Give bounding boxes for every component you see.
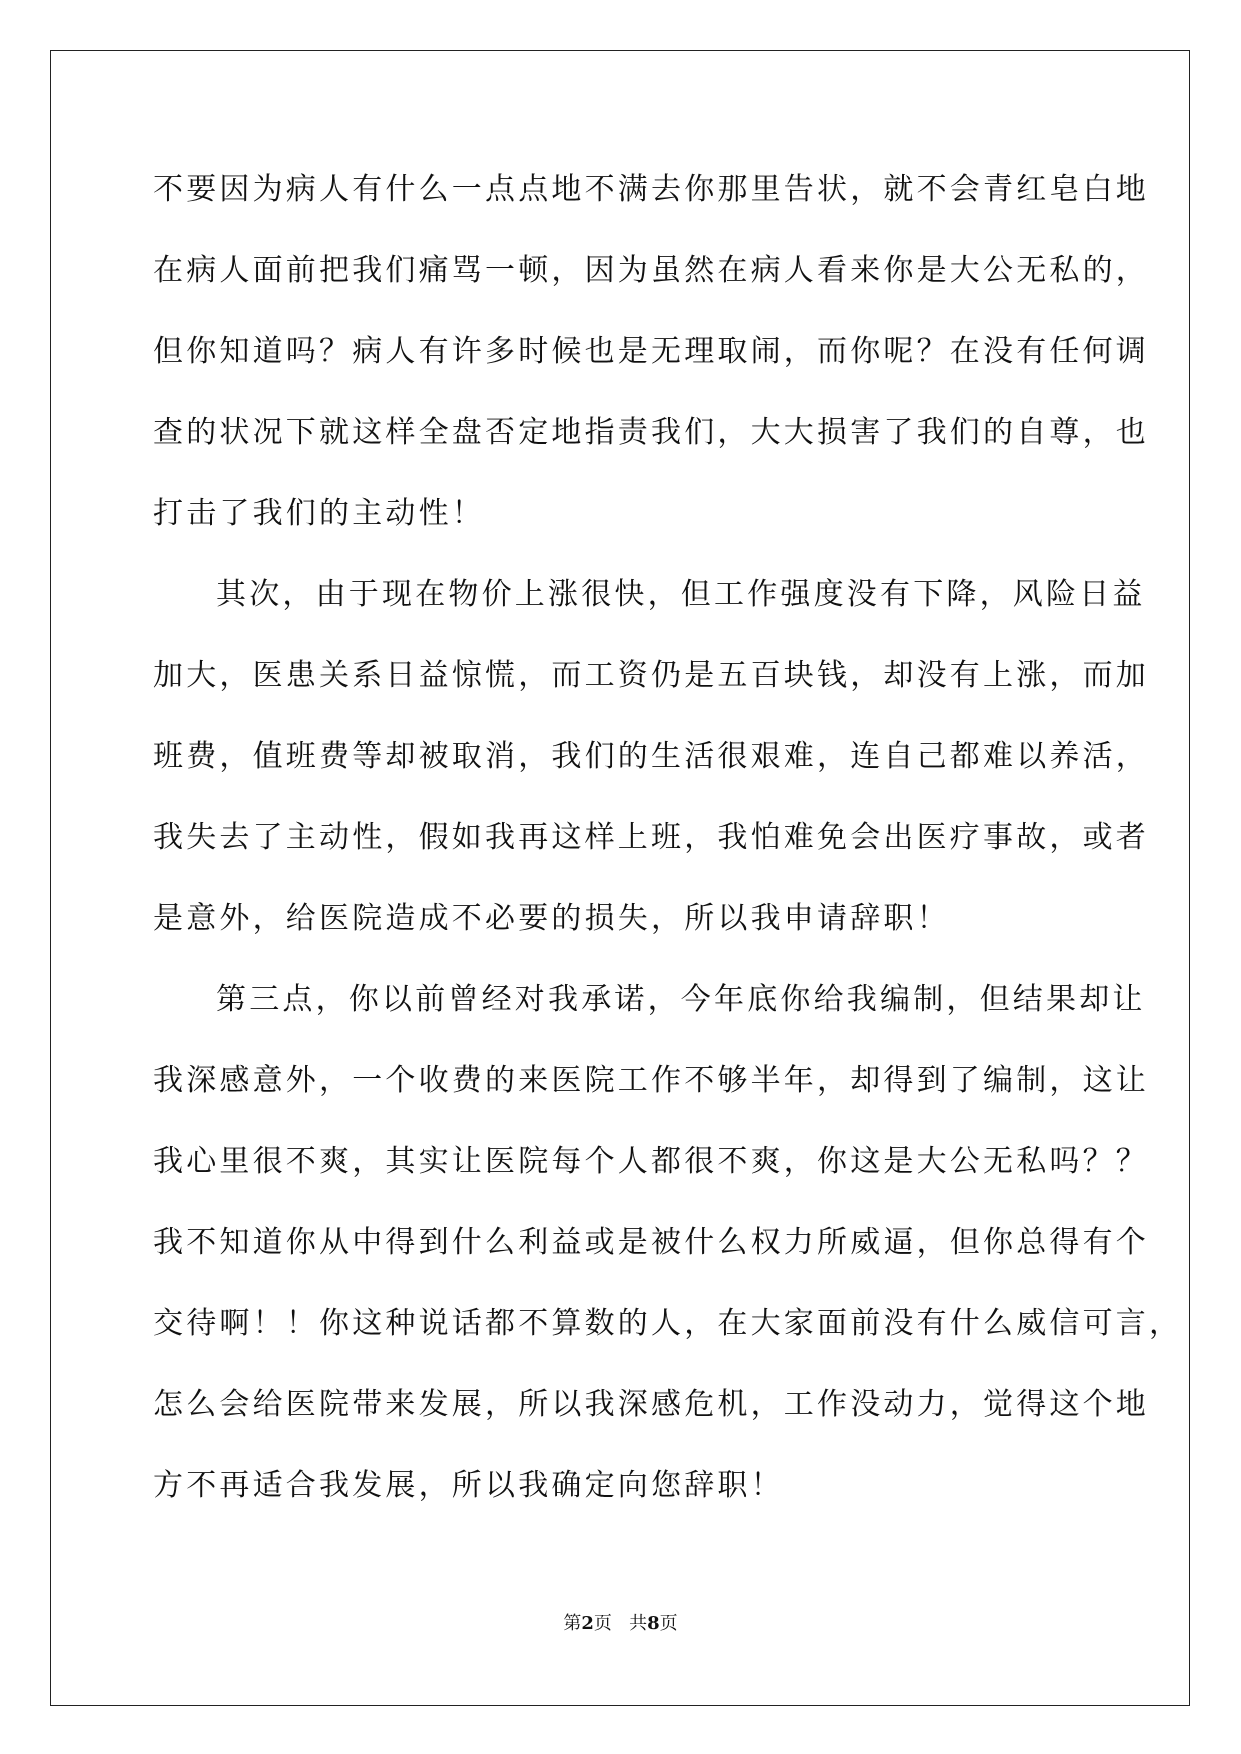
- text-line: 交待啊！！你这种说话都不算数的人，在大家面前没有什么威信可言，: [153, 1306, 1183, 1341]
- text-line: 我失去了主动性，假如我再这样上班，我怕难免会出医疗事故，或者: [153, 820, 1149, 855]
- text-line: 我深感意外，一个收费的来医院工作不够半年，却得到了编制，这让: [153, 1063, 1149, 1098]
- text-line: 怎么会给医院带来发展，所以我深感危机，工作没动力，觉得这个地: [153, 1387, 1149, 1422]
- text-line: 不要因为病人有什么一点点地不满去你那里告状，就不会青红皂白地: [153, 172, 1149, 207]
- page-border: [50, 50, 1190, 1706]
- text-line: 查的状况下就这样全盘否定地指责我们，大大损害了我们的自尊，也: [153, 415, 1149, 450]
- paragraph-start-line: 第三点，你以前曾经对我承诺，今年底你给我编制，但结果却让: [216, 982, 1146, 1017]
- total-pages: 8: [647, 1613, 660, 1634]
- paragraph-start-line: 其次，由于现在物价上涨很快，但工作强度没有下降，风险日益: [216, 577, 1146, 612]
- page-prefix: 第: [563, 1613, 582, 1634]
- total-prefix: 共: [629, 1613, 648, 1634]
- text-line: 打击了我们的主动性！: [153, 496, 485, 531]
- text-line: 班费，值班费等却被取消，我们的生活很艰难，连自己都难以养活，: [153, 739, 1149, 774]
- text-line: 我心里很不爽，其实让医院每个人都很不爽，你这是大公无私吗？？: [153, 1144, 1149, 1179]
- text-line: 在病人面前把我们痛骂一顿，因为虽然在病人看来你是大公无私的，: [153, 253, 1149, 288]
- text-line: 但你知道吗？病人有许多时候也是无理取闹，而你呢？在没有任何调: [153, 334, 1149, 369]
- total-suffix: 页: [659, 1613, 678, 1634]
- text-line: 我不知道你从中得到什么利益或是被什么权力所威逼，但你总得有个: [153, 1225, 1149, 1260]
- page-suffix: 页: [593, 1613, 612, 1634]
- page-number: 2: [581, 1613, 594, 1634]
- text-line: 方不再适合我发展，所以我确定向您辞职！: [153, 1468, 784, 1503]
- text-line: 是意外，给医院造成不必要的损失，所以我申请辞职！: [153, 901, 950, 936]
- page-footer: [0, 1612, 1241, 1636]
- text-line: 加大，医患关系日益惊慌，而工资仍是五百块钱，却没有上涨，而加: [153, 658, 1149, 693]
